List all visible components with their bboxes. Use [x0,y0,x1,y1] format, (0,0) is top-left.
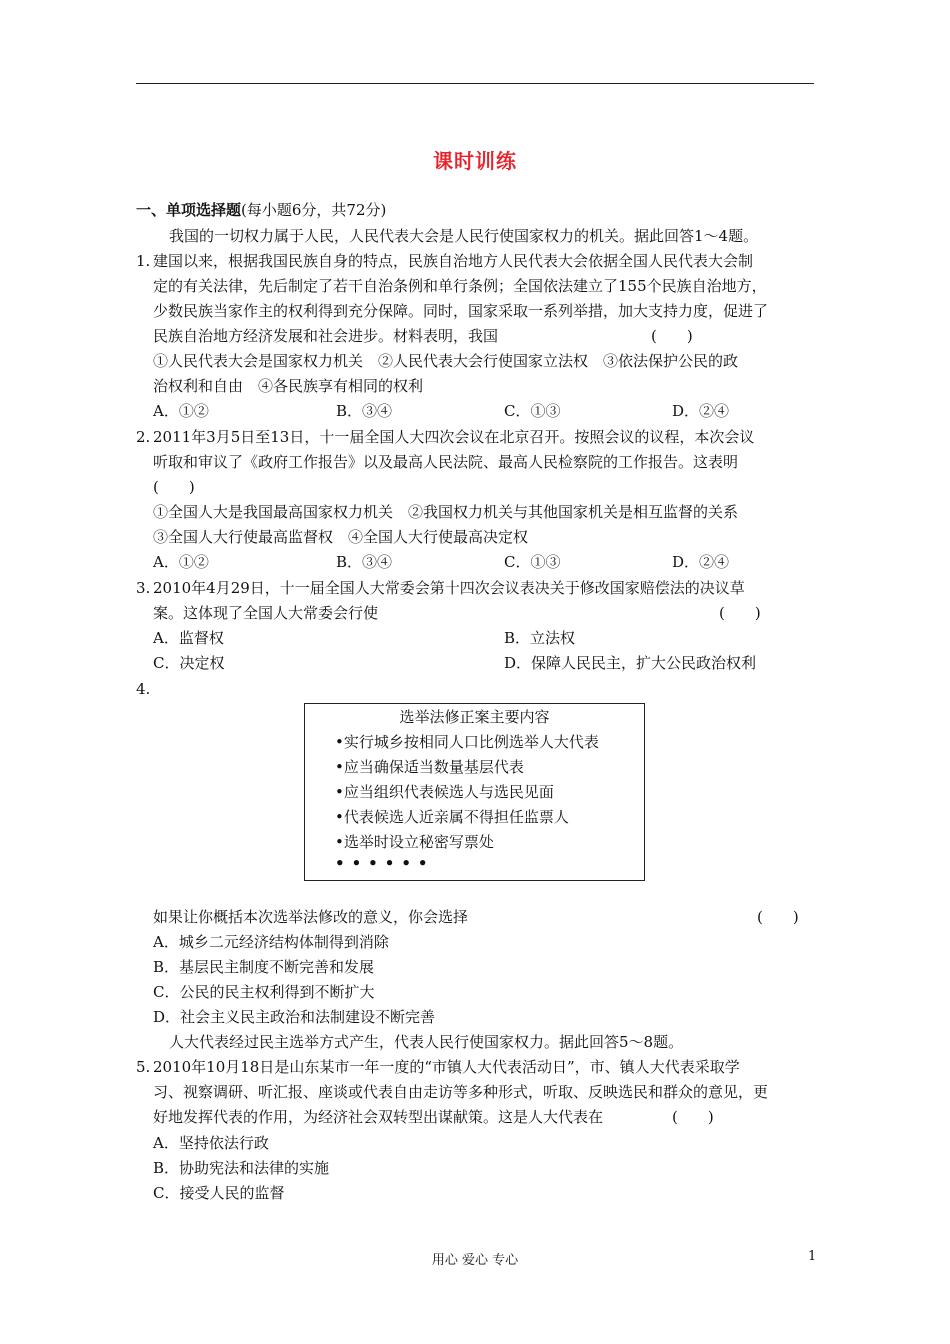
q5-number: 5. [136,1058,151,1076]
q1-number: 1. [136,252,151,270]
box-item: •应当组织代表候选人与选民见面 [335,783,554,801]
q1-option-b: B．③④ [336,402,393,420]
q4-number: 4. [136,680,151,698]
q1-answer-bracket: ( ) [651,327,693,345]
q5-option-a: A．坚持依法行政 [153,1134,269,1152]
box-item: •代表候选人近亲属不得担任监票人 [335,808,569,826]
box-item: •选举时设立秘密写票处 [335,833,494,851]
section-heading: 一、单项选择题(每小题6分，共72分) [136,201,387,219]
q2-option-a: A．①② [153,553,209,571]
q5-line: 2010年10月18日是山东某市一年一度的“市镇人大代表活动日”，市、镇人大代表采取学 [153,1058,740,1076]
q1-option-d: D．②④ [672,402,730,420]
q2-answer-bracket: ( ) [153,478,195,496]
q1-option-c: C．①③ [504,402,561,420]
page-footer: 用心 爱心 专心 [431,1253,519,1268]
q4-option-d: D．社会主义民主政治和法制建设不断完善 [153,1008,436,1026]
header-rule [136,83,814,84]
q2-number: 2. [136,428,151,446]
q3-option-a: A．监督权 [153,629,224,647]
q5-line: 好地发挥代表的作用，为经济社会双转型出谋献策。这是人大代表在 [153,1108,604,1126]
q2-statements: ①全国人大是我国最高国家权力机关 ②我国权力机关与其他国家机关是相互监督的关系 [153,503,739,521]
q4-answer-bracket: ( ) [757,908,799,926]
q5-option-c: C．接受人民的监督 [153,1184,285,1202]
q3-line: 案。这体现了全国人大常委会行使 [153,604,379,622]
q4-option-a: A．城乡二元经济结构体制得到消除 [153,933,389,951]
q1-line: 少数民族当家作主的权利得到充分保障。同时，国家采取一系列举措，加大支持力度，促进了 [153,302,769,320]
q2-option-d: D．②④ [672,553,730,571]
q3-answer-bracket: ( ) [719,604,761,622]
q4-option-b: B．基层民主制度不断完善和发展 [153,958,375,976]
intro-5-8: 人大代表经过民主选举方式产生，代表人民行使国家权力。据此回答5～8题。 [169,1033,684,1051]
q1-line: 定的有关法律，先后制定了若干自治条例和单行条例；全国依法建立了155个民族自治地方， [153,277,767,295]
q5-answer-bracket: ( ) [672,1108,714,1126]
box-ellipsis: •••••• [335,854,435,872]
page-title: 课时训练 [433,149,517,173]
q2-option-b: B．③④ [336,553,393,571]
q2-statements: ③全国人大行使最高监督权 ④全国人大行使最高决定权 [153,528,529,546]
q1-statements: 治权利和自由 ④各民族享有相同的权利 [153,377,424,395]
q3-line: 2010年4月29日，十一届全国人大常委会第十四次会议表决关于修改国家赔偿法的决议草 [153,579,745,597]
q3-number: 3. [136,579,151,597]
q1-line: 民族自治地方经济发展和社会进步。材料表明，我国 [153,327,499,345]
q2-line: 2011年3月5日至13日，十一届全国人大四次会议在北京召开。按照会议的议程，本次会议 [153,428,755,446]
q4-stem: 如果让你概括本次选举法修改的意义，你会选择 [153,908,469,926]
q5-line: 习、视察调研、听汇报、座谈或代表自由走访等多种形式，听取、反映选民和群众的意见，更 [153,1083,769,1101]
page-number: 1 [808,1249,817,1264]
q2-option-c: C．①③ [504,553,561,571]
q3-option-c: C．决定权 [153,654,225,672]
q3-option-d: D．保障人民民主，扩大公民政治权利 [504,654,757,672]
q1-option-a: A．①② [153,402,209,420]
box-title: 选举法修正案主要内容 [399,708,550,726]
q4-option-c: C．公民的民主权利得到不断扩大 [153,983,375,1001]
q2-line: 听取和审议了《政府工作报告》以及最高人民法院、最高人民检察院的工作报告。这表明 [153,453,739,471]
q1-statements: ①人民代表大会是国家权力机关 ②人民代表大会行使国家立法权 ③依法保护公民的政 [153,352,739,370]
q5-option-b: B．协助宪法和法律的实施 [153,1159,330,1177]
q1-line: 建国以来，根据我国民族自身的特点，民族自治地方人民代表大会依据全国人民代表大会制 [153,252,754,270]
intro-1-4: 我国的一切权力属于人民，人民代表大会是人民行使国家权力的机关。据此回答1～4题。 [169,227,759,245]
box-item: •应当确保适当数量基层代表 [335,758,524,776]
q3-option-b: B．立法权 [504,629,576,647]
election-law-box [304,703,645,881]
box-item: •实行城乡按相同人口比例选举人大代表 [335,733,599,751]
